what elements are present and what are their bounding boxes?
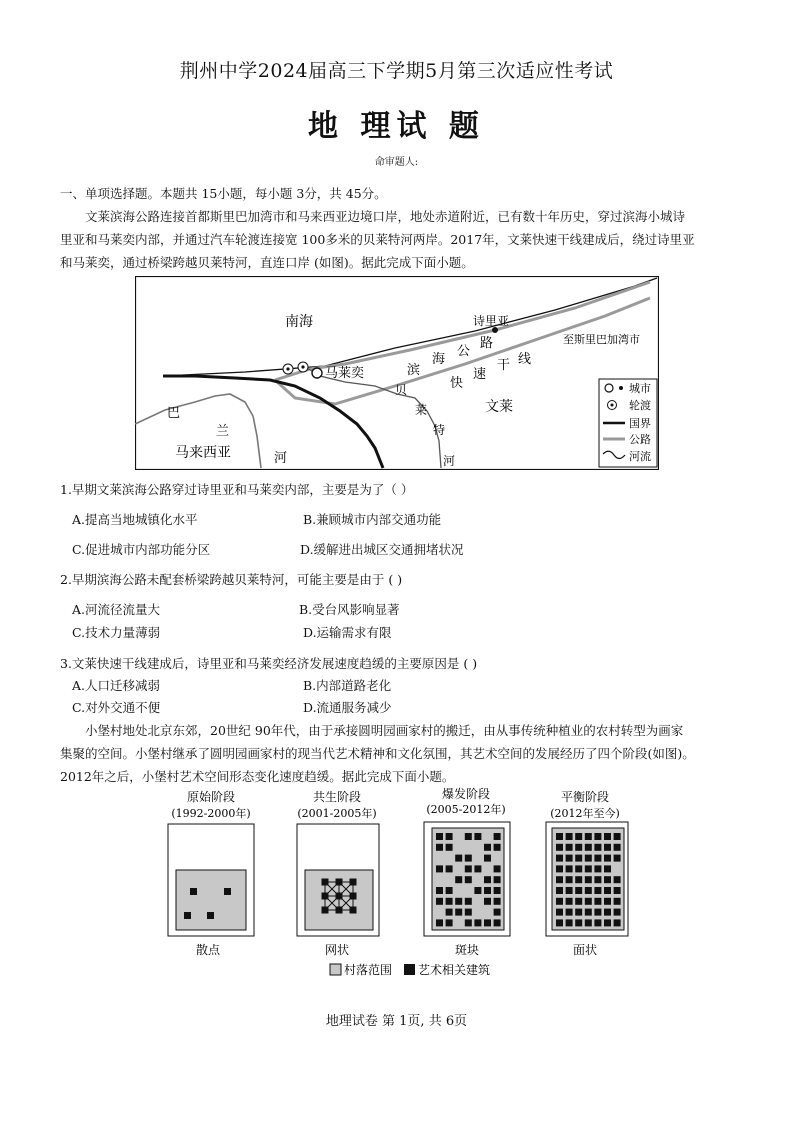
art-building-square	[604, 919, 611, 926]
coastal-road-char-3: 公	[457, 344, 471, 359]
baram-river-char-3: 河	[274, 451, 288, 466]
coastal-road-char-2: 海	[432, 352, 446, 367]
art-building-square	[614, 833, 621, 840]
art-building-square	[556, 876, 563, 883]
art-building-square	[585, 876, 592, 883]
q3-option-a: A.人口迁移减弱	[72, 678, 161, 693]
art-building-square	[594, 909, 601, 916]
art-building-square	[566, 898, 573, 905]
q3-option-b: B.内部道路老化	[303, 678, 392, 693]
q2-option-d: D.运输需求有限	[303, 625, 392, 640]
art-building-square	[207, 912, 214, 919]
art-building-square	[455, 855, 462, 862]
stage1-years: (1992-2000年)	[171, 807, 251, 820]
legend-city-label: 城市	[629, 382, 651, 395]
art-building-square	[585, 833, 592, 840]
art-building-square	[465, 876, 472, 883]
art-building-square	[614, 887, 621, 894]
art-building-square	[336, 907, 343, 914]
art-building-square	[474, 833, 481, 840]
passage2-line3: 2012年之后，小堡村艺术空间形态变化速度趋缓。据此完成下面小题。	[60, 769, 455, 784]
art-building-square	[336, 893, 343, 900]
art-building-square	[585, 898, 592, 905]
q1-option-b: B.兼顾城市内部交通功能	[303, 512, 442, 527]
art-building-square	[556, 909, 563, 916]
art-building-square	[322, 879, 329, 886]
school-title: 荆州中学2024届高三下学期5月第三次适应性考试	[179, 60, 614, 82]
art-building-square	[465, 865, 472, 872]
art-building-square	[224, 888, 231, 895]
ferry-icon-dot	[286, 367, 289, 370]
art-building-square	[585, 855, 592, 862]
page-footer: 地理试卷 第 1页, 共 6页	[325, 1014, 468, 1029]
art-building-square	[614, 898, 621, 905]
subject-title: 地 理试 题	[308, 109, 485, 144]
south-sea-label: 南海	[285, 314, 313, 330]
express-char-2: 速	[473, 367, 487, 382]
art-building-square	[604, 898, 611, 905]
art-building-square	[465, 919, 472, 926]
kuala-belait-label: 马莱奕	[325, 366, 365, 381]
art-building-square	[594, 844, 601, 851]
art-building-square	[556, 833, 563, 840]
q2-option-a: A.河流径流量大	[72, 602, 161, 617]
coastal-road-char-1: 滨	[407, 363, 421, 378]
art-building-square	[494, 887, 501, 894]
legend-border-label: 国界	[629, 417, 651, 430]
art-building-square	[184, 912, 191, 919]
art-building-square	[474, 919, 481, 926]
legend-city-circle-icon	[605, 384, 613, 392]
passage1-line1: 文莱滨海公路连接首都斯里巴加湾市和马来西亚边境口岸，地处赤道附近，已有数十年历史，穿过滨海小城诗	[85, 209, 686, 224]
q2-stem: 2.早期滨海公路未配套桥梁跨越贝莱特河，可能主要是由于 ( )	[60, 572, 403, 587]
coastal-road-char-4: 路	[480, 336, 494, 351]
belait-river-char-1: 贝	[395, 383, 408, 397]
art-building-square	[556, 887, 563, 894]
legend-ferry-label: 轮渡	[629, 399, 651, 412]
art-building-square	[446, 865, 453, 872]
legend-ferry-icon-dot	[611, 404, 614, 407]
art-building-square	[484, 855, 491, 862]
art-building-square	[575, 876, 582, 883]
baram-river-char-2: 兰	[216, 424, 230, 439]
stage2-years: (2001-2005年)	[297, 807, 377, 820]
express-char-3: 干	[497, 358, 511, 373]
art-building-square	[575, 909, 582, 916]
art-building-square	[436, 833, 443, 840]
art-building-square	[604, 876, 611, 883]
legend-village-swatch	[330, 964, 341, 975]
art-building-square	[585, 909, 592, 916]
art-building-square	[604, 844, 611, 851]
stage4-form: 面状	[572, 943, 598, 957]
art-building-square	[446, 887, 453, 894]
art-building-square	[322, 907, 329, 914]
art-building-square	[350, 907, 357, 914]
stage3-years: (2005-2012年)	[426, 803, 506, 816]
art-building-square	[566, 876, 573, 883]
belait-river-char-2: 莱	[415, 403, 428, 417]
art-building-square	[350, 893, 357, 900]
art-building-square	[494, 909, 501, 916]
legend-road-label: 公路	[629, 433, 651, 446]
art-building-square	[465, 909, 472, 916]
art-building-square	[455, 876, 462, 883]
stage4-name: 平衡阶段	[560, 790, 610, 804]
art-building-square	[585, 844, 592, 851]
art-building-square	[556, 865, 563, 872]
art-building-square	[575, 887, 582, 894]
art-building-square	[455, 909, 462, 916]
art-building-square	[604, 855, 611, 862]
art-building-square	[474, 887, 481, 894]
art-building-square	[604, 887, 611, 894]
art-building-square	[494, 833, 501, 840]
art-building-square	[594, 887, 601, 894]
art-building-square	[336, 879, 343, 886]
art-building-square	[436, 898, 443, 905]
art-building-square	[484, 919, 491, 926]
art-building-square	[494, 876, 501, 883]
art-building-square	[604, 833, 611, 840]
malaysia-label: 马来西亚	[175, 445, 231, 461]
art-building-square	[436, 865, 443, 872]
art-building-square	[614, 844, 621, 851]
stage1-form: 散点	[195, 943, 221, 957]
art-building-square	[566, 909, 573, 916]
art-building-square	[566, 919, 573, 926]
setter-label: 命审题人:	[374, 157, 419, 168]
seria-label: 诗里亚	[473, 314, 510, 328]
art-building-square	[484, 844, 491, 851]
art-building-square	[465, 855, 472, 862]
art-building-square	[594, 833, 601, 840]
stage4-years: (2012年至今)	[550, 807, 620, 820]
art-building-square	[556, 898, 563, 905]
art-building-square	[494, 919, 501, 926]
art-building-square	[575, 855, 582, 862]
art-building-square	[322, 893, 329, 900]
art-building-square	[566, 887, 573, 894]
art-building-square	[446, 833, 453, 840]
art-building-square	[575, 898, 582, 905]
art-building-square	[474, 865, 481, 872]
art-building-square	[484, 898, 491, 905]
q1-option-a: A.提高当地城镇化水平	[72, 512, 198, 527]
q3-option-d: D.流通服务减少	[303, 700, 392, 715]
art-building-square	[575, 865, 582, 872]
passage1-line3: 和马莱奕，通过桥梁跨越贝莱特河，直连口岸 (如图)。据此完成下面小题。	[60, 255, 474, 270]
to-bsb-label: 至斯里巴加湾市	[563, 333, 640, 346]
art-building-square	[566, 844, 573, 851]
q1-option-c: C.促进城市内部功能分区	[72, 542, 211, 557]
art-building-square	[594, 898, 601, 905]
stage1-village-area	[176, 870, 246, 930]
art-building-square	[455, 898, 462, 905]
art-building-square	[575, 833, 582, 840]
legend-art-label: 艺术相关建筑	[418, 963, 491, 977]
art-building-square	[566, 855, 573, 862]
express-char-4: 线	[518, 352, 532, 367]
art-building-square	[436, 844, 443, 851]
art-building-square	[575, 844, 582, 851]
art-building-square	[594, 919, 601, 926]
art-building-square	[494, 844, 501, 851]
art-building-square	[594, 855, 601, 862]
passage2-line2: 集聚的空间。小堡村继承了圆明园画家村的现当代艺术精神和文化氛围，其艺术空间的发展经历了四个阶段(如图)。	[60, 746, 695, 761]
art-building-square	[446, 898, 453, 905]
art-building-square	[446, 909, 453, 916]
baram-river-char-1: 巴	[167, 406, 181, 421]
art-building-square	[585, 865, 592, 872]
section-title: 一、单项选择题。本题共 15小题，每小题 3分，共 45分。	[60, 186, 387, 201]
art-building-square	[604, 865, 611, 872]
art-building-square	[566, 865, 573, 872]
belait-river-char-3: 特	[433, 423, 446, 437]
art-building-square	[614, 876, 621, 883]
express-char-1: 快	[450, 376, 464, 391]
stage3-name: 爆发阶段	[441, 787, 491, 801]
art-building-square	[494, 865, 501, 872]
art-building-square	[594, 865, 601, 872]
kuala-belait-city-circle	[312, 368, 322, 378]
art-building-square	[614, 909, 621, 916]
art-building-square	[566, 833, 573, 840]
art-building-square	[350, 879, 357, 886]
art-building-square	[494, 898, 501, 905]
stage2-form: 网状	[324, 943, 350, 957]
legend-village-label: 村落范围	[344, 963, 393, 977]
art-building-square	[575, 919, 582, 926]
art-building-square	[465, 833, 472, 840]
ferry-icon-dot	[301, 365, 304, 368]
legend-city-dot-icon	[619, 386, 623, 390]
art-building-square	[436, 887, 443, 894]
q1-option-d: D.缓解进出城区交通拥堵状况	[300, 542, 464, 557]
art-building-square	[614, 919, 621, 926]
art-building-square	[556, 844, 563, 851]
legend-river-label: 河流	[629, 450, 651, 463]
art-building-square	[585, 919, 592, 926]
brunei-label: 文莱	[485, 399, 513, 415]
belait-river-char-4: 河	[443, 454, 456, 468]
art-building-square	[484, 887, 491, 894]
art-building-square	[465, 898, 472, 905]
q3-option-c: C.对外交通不便	[72, 700, 161, 715]
art-building-square	[585, 887, 592, 894]
art-building-square	[594, 876, 601, 883]
art-building-square	[556, 855, 563, 862]
passage1-line2: 里亚和马莱奕内部，并通过汽车轮渡连接宽 100多米的贝莱特河两岸。2017年，文莱快速干线建成后，绕过诗里亚	[60, 232, 695, 247]
art-building-square	[436, 919, 443, 926]
art-building-square	[446, 919, 453, 926]
stage3-form: 斑块	[454, 943, 480, 957]
art-building-square	[556, 919, 563, 926]
brunei-map	[135, 276, 659, 470]
q1-stem: 1.早期文莱滨海公路穿过诗里亚和马莱奕内部，主要是为了（ ）	[60, 482, 414, 497]
art-building-square	[604, 909, 611, 916]
stage1-name: 原始阶段	[186, 790, 236, 804]
art-building-square	[484, 876, 491, 883]
passage2-line1: 小堡村地处北京东郊，20世纪 90年代，由于承接圆明园画家村的搬迁，由从事传统种植业的农村转型为画家	[85, 723, 684, 738]
legend-art-swatch	[404, 964, 415, 975]
q2-option-c: C.技术力量薄弱	[72, 625, 161, 640]
art-building-square	[614, 855, 621, 862]
art-building-square	[190, 888, 197, 895]
stage2-name: 共生阶段	[312, 790, 362, 804]
q2-option-b: B.受台风影响显著	[299, 602, 400, 617]
art-building-square	[446, 844, 453, 851]
q3-stem: 3.文莱快速干线建成后，诗里亚和马莱奕经济发展速度趋缓的主要原因是 ( )	[60, 656, 478, 671]
art-space-stages-figure	[160, 784, 640, 984]
